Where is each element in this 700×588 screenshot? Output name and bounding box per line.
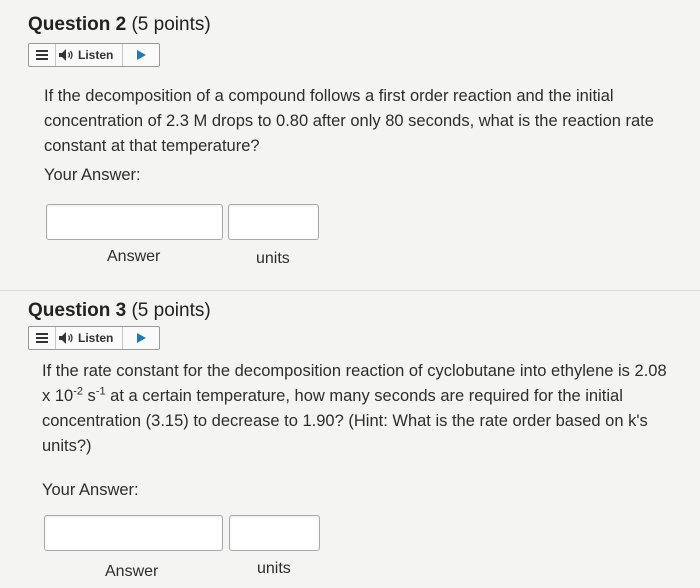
question-2-units-caption: units <box>256 250 290 267</box>
rate-constant-value: 2.08 x 10 <box>42 362 667 405</box>
rate-constant-unit-exponent: -1 <box>95 385 106 398</box>
listen-widget-q3 <box>28 326 160 350</box>
question-2-answer-input[interactable] <box>46 204 223 240</box>
listen-widget-q2 <box>28 43 160 67</box>
question-2-points: (5 points) <box>131 14 211 35</box>
play-icon[interactable] <box>122 327 159 349</box>
question-3-answer-input[interactable] <box>44 515 223 551</box>
question-2-units-input[interactable] <box>228 204 319 240</box>
speaker-icon[interactable] <box>56 331 76 345</box>
question-3-your-answer-label: Your Answer: <box>42 481 139 499</box>
question-3-text-part-2: at a certain temperature, how many seconds are required for the initial concentration (3.15) to decrease to 1.90? (Hint: What is the rate order based on k's units?) <box>42 387 648 455</box>
menu-icon[interactable] <box>29 44 56 66</box>
question-3-points: (5 points) <box>131 300 211 321</box>
question-3-units-caption: units <box>257 560 291 577</box>
rate-constant-unit: s <box>82 387 96 405</box>
question-divider <box>0 290 700 291</box>
question-3-number: Question 3 <box>28 300 127 321</box>
question-3-text <box>42 359 672 459</box>
question-2-number: Question 2 <box>28 14 127 35</box>
question-3-answer-caption: Answer <box>105 563 159 580</box>
question-2-answer-caption: Answer <box>107 248 161 265</box>
rate-constant-exponent: -2 <box>73 385 83 398</box>
question-3-text-part-1: If the rate constant for the decomposition reaction of cyclobutane into ethylene is <box>42 362 630 380</box>
question-2-text: If the decomposition of a compound follows a first order reaction and the initial concentration of 2.3 M drops to 0.80 after only 80 seconds, what is the reaction rate constant at that temperature? <box>44 87 654 155</box>
play-icon[interactable] <box>122 44 159 66</box>
question-3-title <box>28 300 211 322</box>
question-3-units-input[interactable] <box>229 515 320 551</box>
listen-label[interactable]: Listen <box>78 331 114 345</box>
question-2-title <box>28 14 211 36</box>
menu-icon[interactable] <box>29 327 56 349</box>
question-2-your-answer-label: Your Answer: <box>44 166 141 184</box>
listen-label[interactable]: Listen <box>78 48 114 62</box>
speaker-icon[interactable] <box>56 48 76 62</box>
